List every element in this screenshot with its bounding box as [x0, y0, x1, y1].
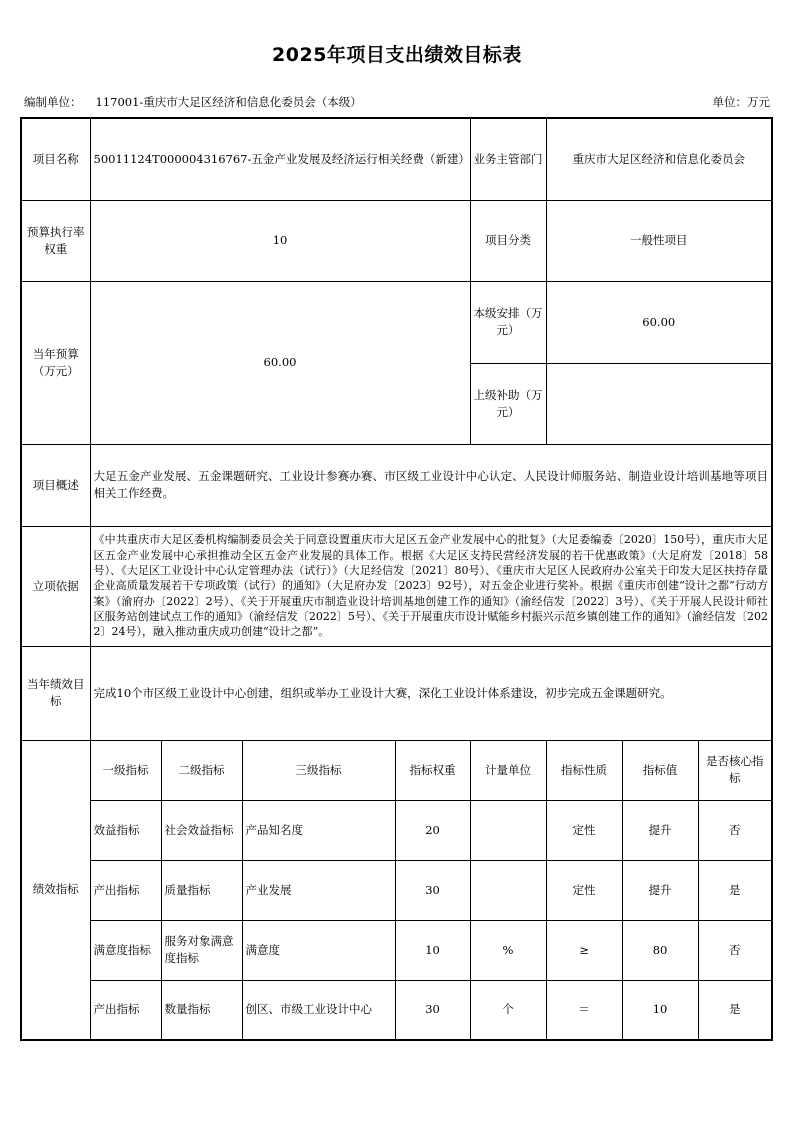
- indicator-level2: 社会效益指标: [161, 800, 242, 860]
- header-nature: 指标性质: [546, 740, 622, 800]
- header-value: 指标值: [622, 740, 698, 800]
- indicator-level3: 满意度: [242, 920, 395, 980]
- indicator-level1: 满意度指标: [90, 920, 161, 980]
- dept-label: 业务主管部门: [470, 118, 546, 200]
- indicator-core: 是: [698, 860, 772, 920]
- indicator-core: 否: [698, 800, 772, 860]
- project-name-label: 项目名称: [21, 118, 90, 200]
- header-level1: 一级指标: [90, 740, 161, 800]
- currency-unit: 单位：万元: [712, 95, 770, 109]
- budget-label: 当年预算（万元）: [21, 281, 90, 444]
- category-label: 项目分类: [470, 200, 546, 281]
- indicator-level1: 效益指标: [90, 800, 161, 860]
- indicator-level2: 数量指标: [161, 980, 242, 1040]
- indicator-row: [21, 800, 772, 860]
- indicator-weight: 30: [395, 860, 470, 920]
- exec-rate-value: 10: [90, 200, 470, 281]
- indicator-value: 提升: [622, 860, 698, 920]
- indicator-level3: 产业发展: [242, 860, 395, 920]
- indicator-value: 80: [622, 920, 698, 980]
- indicator-weight: 10: [395, 920, 470, 980]
- local-value: 60.00: [546, 281, 772, 363]
- upper-label: 上级补助（万元）: [470, 363, 546, 444]
- row-overview: [21, 444, 772, 526]
- indicator-unit: [470, 800, 546, 860]
- compiling-unit: [24, 94, 362, 110]
- indicator-nature: 定性: [546, 860, 622, 920]
- row-project-name: [21, 118, 772, 200]
- indicator-nature: 定性: [546, 800, 622, 860]
- header-level2: 二级指标: [161, 740, 242, 800]
- row-goal: [21, 646, 772, 740]
- indicator-nature: ≥: [546, 920, 622, 980]
- indicator-level1: 产出指标: [90, 860, 161, 920]
- dept-value: 重庆市大足区经济和信息化委员会: [546, 118, 772, 200]
- local-label: 本级安排（万元）: [470, 281, 546, 363]
- indicator-label: 绩效指标: [21, 740, 90, 1040]
- project-name-value: 50011124T000004316767-五金产业发展及经济运行相关经费（新建）: [90, 118, 470, 200]
- indicator-weight: 20: [395, 800, 470, 860]
- indicator-core: 是: [698, 980, 772, 1040]
- row-exec-rate: [21, 200, 772, 281]
- indicator-unit: 个: [470, 980, 546, 1040]
- indicator-level3: 创区、市级工业设计中心: [242, 980, 395, 1040]
- compiling-unit-value: 117001-重庆市大足区经济和信息化委员会（本级）: [95, 95, 362, 109]
- row-basis: [21, 526, 772, 646]
- indicator-row: [21, 980, 772, 1040]
- header-core: 是否核心指标: [698, 740, 772, 800]
- indicator-row: [21, 860, 772, 920]
- exec-rate-label: 预算执行率权重: [21, 200, 90, 281]
- header-unit: 计量单位: [470, 740, 546, 800]
- indicator-level3: 产品知名度: [242, 800, 395, 860]
- indicator-value: 提升: [622, 800, 698, 860]
- header-weight: 指标权重: [395, 740, 470, 800]
- indicator-nature: ＝: [546, 980, 622, 1040]
- upper-value: [546, 363, 772, 444]
- indicator-core: 否: [698, 920, 772, 980]
- performance-goal-table: [20, 117, 773, 1041]
- compiling-unit-label: 编制单位：: [24, 95, 82, 109]
- goal-label: 当年绩效目标: [21, 646, 90, 740]
- overview-value: 大足五金产业发展、五金课题研究、工业设计参赛办赛、市区级工业设计中心认定、人民设计师服务站、制造业设计培训基地等项目相关工作经费。: [90, 444, 772, 526]
- indicator-level2: 服务对象满意度指标: [161, 920, 242, 980]
- indicator-header-row: [21, 740, 772, 800]
- category-value: 一般性项目: [546, 200, 772, 281]
- indicator-weight: 30: [395, 980, 470, 1040]
- indicator-level2: 质量指标: [161, 860, 242, 920]
- goal-value: 完成10个市区级工业设计中心创建，组织或举办工业设计大赛，深化工业设计体系建设，初步完成五金课题研究。: [90, 646, 772, 740]
- budget-value: 60.00: [90, 281, 470, 444]
- header-level3: 三级指标: [242, 740, 395, 800]
- indicator-row: [21, 920, 772, 980]
- row-budget: [21, 281, 772, 363]
- indicator-value: 10: [622, 980, 698, 1040]
- page-title: 2025年项目支出绩效目标表: [272, 44, 522, 66]
- indicator-level1: 产出指标: [90, 980, 161, 1040]
- basis-value: 《中共重庆市大足区委机构编制委员会关于同意设置重庆市大足区五金产业发展中心的批复》（大足委编委〔2020〕150号），重庆市大足区五金产业发展中心承担推动全区五金产业发展的具体工作。根据《大足区支持民营经济发展的若干优惠政策》（大足府发〔2018〕58号）、《大足区工业设计中心认定管理办法（试行）》（大足经信发〔2021〕80号）、《重庆市大足区人民政府办公室关于印发大足区扶持存量企业高质量发展若干专项政策（试行）的通知》（大足府办发〔2023〕92号），对五金企业进行奖补。根据《重庆市创建“设计之都”行动方案》（渝府办〔2022〕2号）、《关于开展重庆市制造业设计培训基地创建工作的通知》（渝经信发〔2022〕3号）、《关于开展人民设计师社区服务站创建试点工作的通知》（渝经信发〔2022〕5号）、《关于开展重庆市设计赋能乡村振兴示范乡镇创建工作的通知》（渝经信发〔2022〕24号），融入推动重庆成功创建“设计之都”。: [90, 526, 772, 646]
- overview-label: 项目概述: [21, 444, 90, 526]
- basis-label: 立项依据: [21, 526, 90, 646]
- indicator-unit: [470, 860, 546, 920]
- indicator-unit: %: [470, 920, 546, 980]
